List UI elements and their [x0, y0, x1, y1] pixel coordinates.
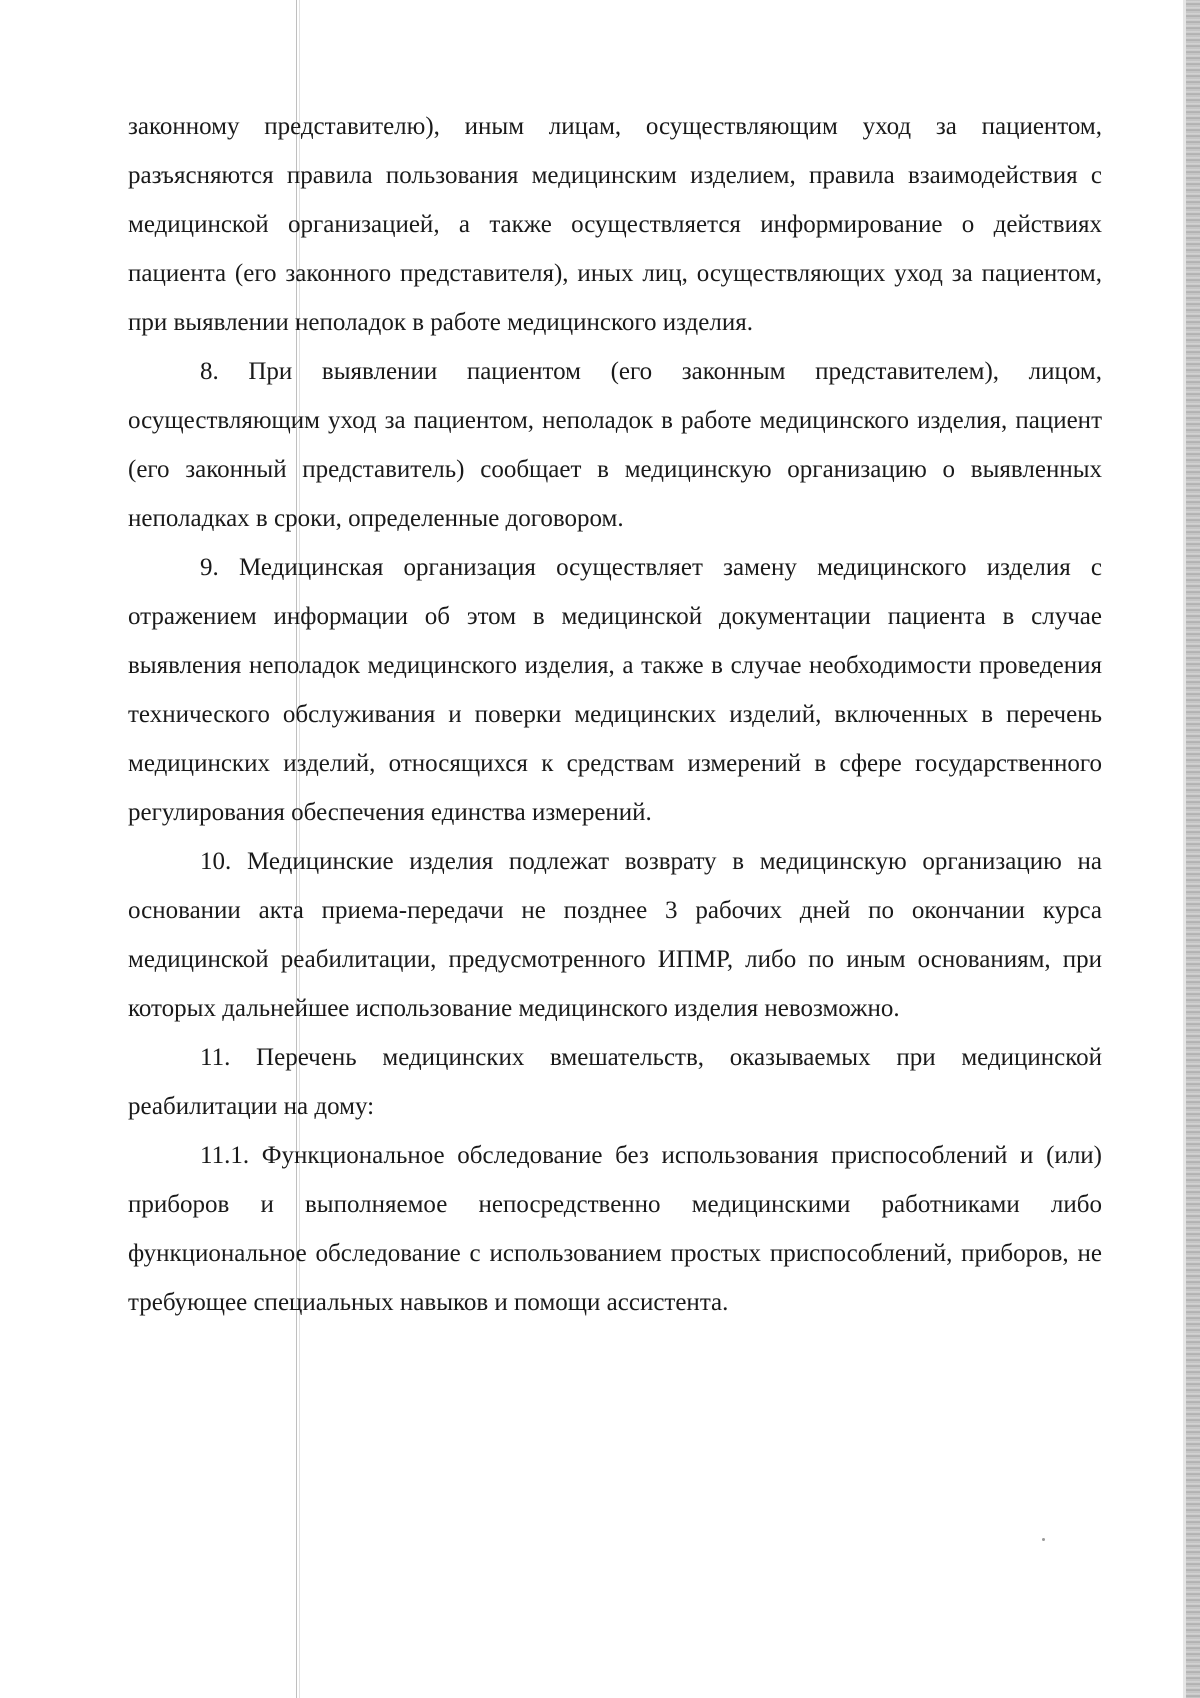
document-body [128, 102, 1102, 1327]
paragraph-item-11: 11. Перечень медицинских вмешательств, оказываемых при медицинской реабилитации на дому: [128, 1044, 1102, 1120]
paragraph-item-11-1: 11.1. Функциональное обследование без использования приспособлений и (или) приборов и выполняемое непосредственно медицинскими работниками либо функциональное обследование с использованием простых приспособлений, приборов, не требующее специальных навыков и помощи ассистента. [128, 1142, 1102, 1316]
scan-edge-border [1186, 0, 1200, 1698]
paragraph-item-8: 8. При выявлении пациентом (его законным представителем), лицом, осуществляющим уход за пациентом, неполадок в работе медицинского изделия, пациент (его законный представитель) сообщает в медицинскую организацию о выявленных неполадках в сроки, определенные договором. [128, 358, 1102, 532]
paragraph-item-10: 10. Медицинские изделия подлежат возврату в медицинскую организацию на основании акта приема-передачи не позднее 3 рабочих дней по окончании курса медицинской реабилитации, предусмотренного ИПМР, либо по иным основаниям, при которых дальнейшее использование медицинского изделия невозможно. [128, 848, 1102, 1022]
paragraph-item-9: 9. Медицинская организация осуществляет замену медицинского изделия с отражением информации об этом в медицинской документации пациента в случае выявления неполадок медицинского изделия, а также в случае необходимости проведения технического обслуживания и поверки медицинских изделий, включенных в перечень медицинских изделий, относящихся к средствам измерений в сфере государственного регулирования обеспечения единства измерений. [128, 554, 1102, 826]
paragraph-continuation: законному представителю), иным лицам, осуществляющим уход за пациентом, разъясняются правила пользования медицинским изделием, правила взаимодействия с медицинской организацией, а также осуществляется информирование о действиях пациента (его законного представителя), иных лиц, осуществляющих уход за пациентом, при выявлении неполадок в работе медицинского изделия. [128, 113, 1102, 336]
scan-dust-speck [1042, 1538, 1045, 1541]
